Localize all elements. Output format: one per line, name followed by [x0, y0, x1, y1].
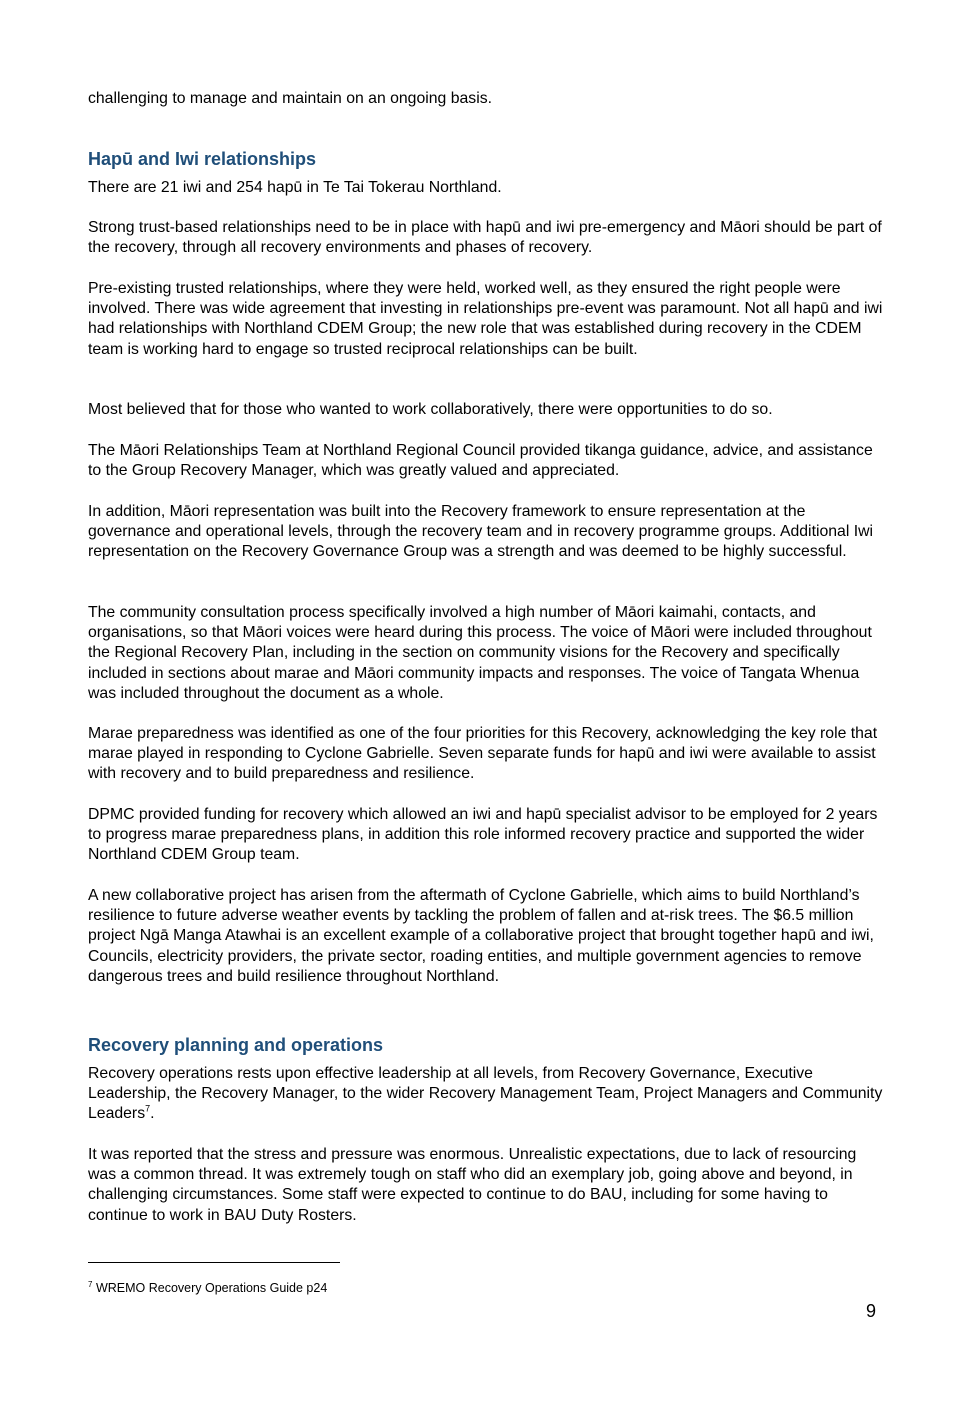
paragraph: A new collaborative project has arisen from the aftermath of Cyclone Gabrielle, which aims to build Northland’s resilience to future adverse weather events by tackling the problem of fallen and at-risk trees. The $6.5 million project Ngā Manga Atawhai is an excellent example of a collaborative project that brought together hapū and iwi, Councils, electricity providers, the private sector, roading entities, and multiple government agencies to remove dangerous trees and build resilience throughout Northland.	[88, 887, 874, 985]
paragraph: DPMC provided funding for recovery which allowed an iwi and hapū specialist advisor to be employed for 2 years to progress marae preparedness plans, in addition this role informed recovery practice and supported the wider Northland CDEM Group team.	[88, 806, 878, 864]
footnote-reference[interactable]: 7	[145, 1104, 151, 1115]
section-heading-recovery-planning: Recovery planning and operations	[88, 1035, 384, 1055]
footnote-number: 7	[88, 1279, 93, 1289]
paragraph: There are 21 iwi and 254 hapū in Te Tai Tokerau Northland.	[88, 179, 502, 196]
footnote-text: WREMO Recovery Operations Guide p24	[95, 1281, 328, 1295]
paragraph: The Māori Relationships Team at Northland Regional Council provided tikanga guidance, advice, and assistance to the Group Recovery Manager, which was greatly valued and appreciated.	[88, 442, 873, 480]
paragraph	[88, 1064, 888, 1125]
page-number: 9	[866, 1301, 877, 1321]
paragraph: Most believed that for those who wanted to work collaboratively, there were opportunities to do so.	[88, 401, 773, 418]
paragraph: The community consultation process specifically involved a high number of Māori kaimahi, contacts, and organisations, so that Māori voices were heard during this process. The voice of Māori were included throughout the Regional Recovery Plan, including in the section on community visions for the Recovery and specifically included in sections about marae and Māori community impacts and responses. The voice of Tangata Whenua was included throughout the document as a whole.	[88, 604, 872, 702]
paragraph: Pre-existing trusted relationships, where they were held, worked well, as they ensured the right people were involved. There was wide agreement that investing in relationships pre-event was paramount. Not all hapū and iwi had relationships with Northland CDEM Group; the new role that was established during recovery in the CDEM team is working hard to engage so trusted reciprocal relationships can be built.	[88, 280, 883, 358]
paragraph: It was reported that the stress and pressure was enormous. Unrealistic expectations, due to lack of resourcing was a common thread. It was extremely tough on staff who did an exemplary job, going above and beyond, in challenging circumstances. Some staff were expected to continue to do BAU, including for some having to continue to work in BAU Duty Rosters.	[88, 1146, 857, 1224]
continued-paragraph: challenging to manage and maintain on an ongoing basis.	[88, 90, 492, 107]
section-heading-hapu-iwi: Hapū and Iwi relationships	[88, 149, 317, 169]
paragraph-text: Recovery operations rests upon effective leadership at all levels, from Recovery Governance, Executive Leadership, the Recovery Manager, to the wider Recovery Management Team, Project Managers and Community Leaders	[88, 1065, 883, 1123]
paragraph: Marae preparedness was identified as one of the four priorities for this Recovery, acknowledging the key role that marae played in responding to Cyclone Gabrielle. Seven separate funds for hapū and iwi were available to assist with recovery and to build preparedness and resilience.	[88, 725, 878, 783]
paragraph-end: .	[150, 1105, 155, 1123]
paragraph: In addition, Māori representation was built into the Recovery framework to ensure representation at the governance and operational levels, through the recovery team and in recovery programme groups. Additional Iwi representation on the Recovery Governance Group was a strength and was deemed to be highly successful.	[88, 503, 874, 561]
paragraph: Strong trust-based relationships need to be in place with hapū and iwi pre-emergency and Māori should be part of the recovery, through all recovery environments and phases of recovery.	[88, 219, 882, 257]
footnote	[88, 1280, 327, 1296]
footnote-separator	[88, 1262, 340, 1263]
